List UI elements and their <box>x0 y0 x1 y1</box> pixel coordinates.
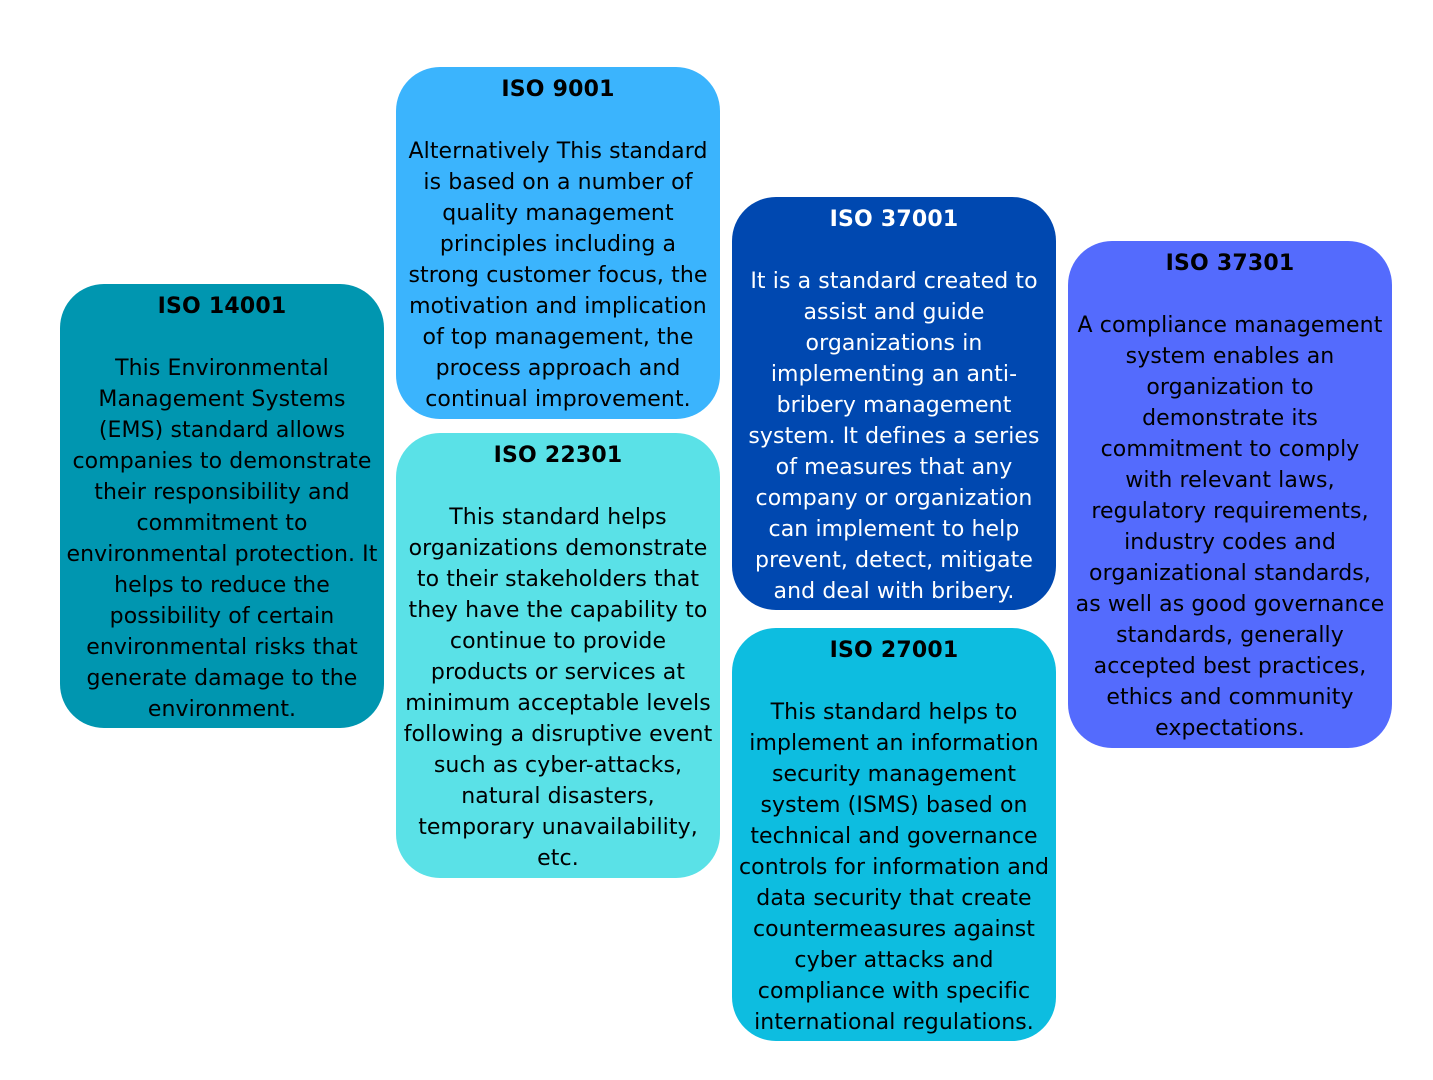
card-description: It is a standard created to assist and guide organizations in implementing an anti-bribery management system. It defines a series of measures that any company or organization can implement to help prevent, detect, mitigate and deal with bribery. <box>748 269 1040 604</box>
card-title: ISO 37001 <box>829 207 959 232</box>
card-iso-37301 <box>1068 241 1392 748</box>
card-title: ISO 14001 <box>157 294 287 319</box>
card-description: This standard helps organizations demonstrate to their stakeholders that they have the capability to continue to provide products or services at minimum acceptable levels following a disruptive event such as cyber-attacks, natural disasters, temporary unavailability, etc. <box>403 505 713 871</box>
card-title: ISO 22301 <box>493 443 623 468</box>
card-iso-27001 <box>732 628 1056 1041</box>
card-description: This standard helps to implement an information security management system (ISMS) based on technical and governance controls for information and data security that create countermeasures against cyber attacks and compliance with specific international regulations. <box>738 700 1050 1035</box>
card-title: ISO 27001 <box>829 638 959 663</box>
card-iso-9001 <box>396 67 720 419</box>
card-iso-37001 <box>732 197 1056 610</box>
card-title: ISO 37301 <box>1165 251 1295 276</box>
card-description: A compliance management system enables an organization to demonstrate its commitment to comply with relevant laws, regulatory requirements, industry codes and organizational standards, as well as good governance standards, generally accepted best practices, ethics and community expectations. <box>1075 313 1385 741</box>
card-description: Alternatively This standard is based on a number of quality management principles including a strong customer focus, the motivation and implication of top management, the process approach and continual improvement. <box>408 139 708 412</box>
card-description: This Environmental Management Systems (EMS) standard allows companies to demonstrate their responsibility and commitment to environmental protection. It helps to reduce the possibility of certain environmental risks that generate damage to the environment. <box>66 356 378 722</box>
card-iso-22301 <box>396 433 720 878</box>
card-iso-14001 <box>60 284 384 728</box>
card-title: ISO 9001 <box>501 77 615 102</box>
